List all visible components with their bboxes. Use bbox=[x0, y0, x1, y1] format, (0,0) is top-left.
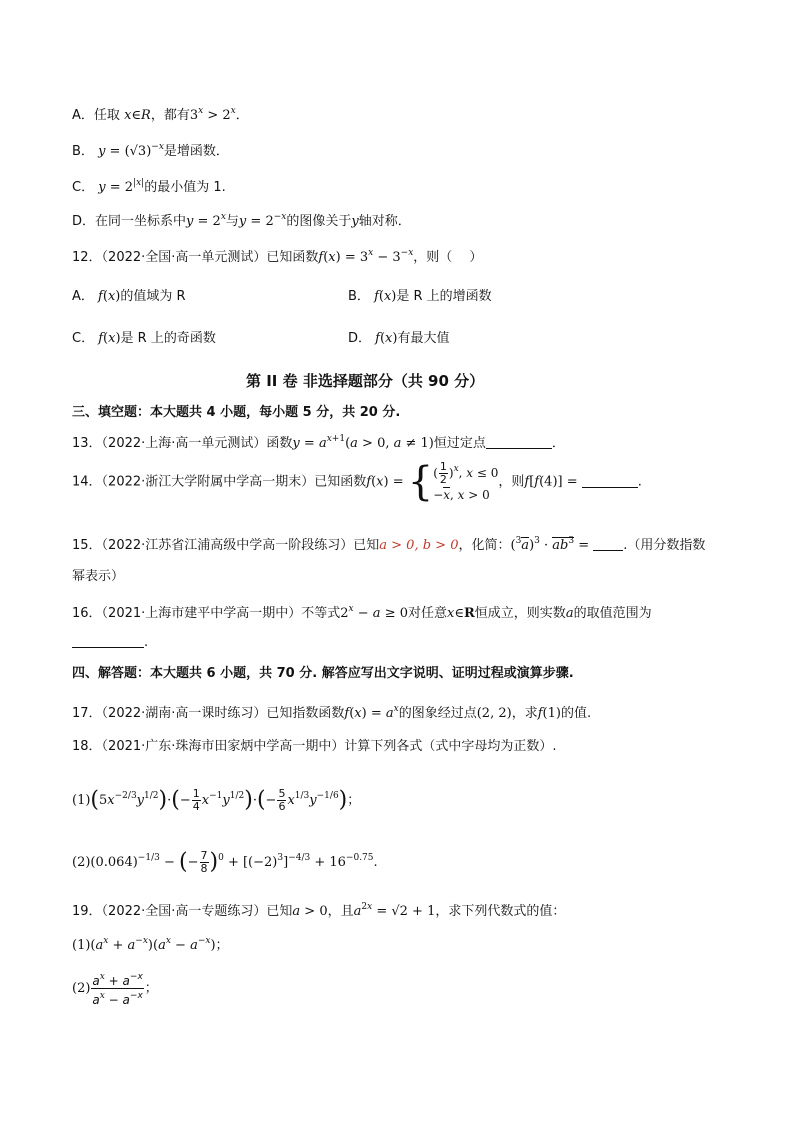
q14: 14．（2022·浙江大学附属中学高一期末）已知函数f(x) = {( $\frac{1}{2}$ )$^x$, x ≤ 0 −x, x > 0，则f[f(4)] = . bbox=[72, 459, 642, 505]
q18-part2: $(2)(0.064)^{-1/3}$ − (− $\frac{7}{8}$ )$^0 + [(-2)^3]^{-4/3} + 16^{-0.75}$. bbox=[72, 849, 378, 875]
q19-stem: 19．（2022·全国·高一专题练习）已知a > 0，且$a^{2x} = √2 + 1$，求下列代数式的值： bbox=[72, 902, 566, 919]
answer-blank[interactable] bbox=[486, 436, 552, 449]
option-label: D． bbox=[72, 214, 96, 229]
part2-title: 第 II 卷 非选择题部分（共 90 分） bbox=[246, 372, 485, 390]
q13: 13．（2022·上海·高一单元测试）函数$y = a^{x+1}(a > 0$, a ≠ 1)恒过定点 ． bbox=[72, 434, 565, 451]
option-label: C． bbox=[72, 180, 95, 195]
q12-stem: 12．（2022·全国·高一单元测试）已知函数$f(x) = 3^x - 3^{-x}$，则（ ） bbox=[72, 248, 483, 265]
q18-part1: $(1)(5x^{-2/3}y^{1/2})\cdot(-$ $\frac{1}{4}$ $x^{-1}y^{1/2})\cdot(-$ $\frac{5}{6}$ $x^{1/3}y^{-1/6}$)； bbox=[72, 787, 361, 813]
answer-blank[interactable] bbox=[593, 538, 623, 551]
q11-option-b: B． $y = (√3)^{-x}$是增函数． bbox=[72, 142, 229, 159]
option-label: B． bbox=[72, 144, 94, 159]
q12-option-c: C． f(x)是 R 上的奇函数 bbox=[72, 331, 216, 346]
q16: 16．（2021·上海市建平中学高一期中）不等式$2^x - a \ge 0$对任意x∈R恒成立，则实数a的取值范围为 bbox=[72, 604, 652, 621]
q15: 15．（2022·江苏省江浦高级中学高一阶段练习）已知a > 0, b > 0，化简：$(^3a)^3 \cdot ab^3$ = .（用分数指数 bbox=[72, 536, 706, 553]
q17: 17．（2022·湖南·高一课时练习）已知指数函数$f(x) = a^x$的图象经过点(2, 2)，求f(1)的值. bbox=[72, 704, 592, 721]
q18-stem: 18．（2021·广东·珠海市田家炳中学高一期中）计算下列各式（式中字母均为正数）. bbox=[72, 739, 557, 754]
option-label: A． bbox=[72, 108, 94, 123]
section3-heading: 三、填空题：本大题共 4 小题，每小题 5 分，共 20 分. bbox=[72, 405, 401, 420]
answer-blank[interactable] bbox=[582, 475, 638, 488]
q12-option-b: B． f(x)是 R 上的增函数 bbox=[348, 289, 492, 304]
q11-option-a: A．任取 x∈R，都有$3^x > 2^x$． bbox=[72, 106, 249, 123]
q15-line2: 幂表示） bbox=[72, 569, 125, 584]
q11-option-d: D．在同一坐标系中$y = 2^x$与$y = 2^{-x}$的图像关于y轴对称． bbox=[72, 212, 411, 229]
q16-line2: . bbox=[72, 634, 148, 652]
option-label: C． bbox=[72, 331, 95, 346]
option-label: D． bbox=[348, 331, 372, 346]
q19-part2: (2) $\frac{a^x + a^{-x}}{a^x - a^{-x}}$ ； bbox=[72, 972, 158, 1007]
q11-option-c: C． $y = 2^{|x|}$的最小值为 1. bbox=[72, 178, 226, 195]
q19-part1: $(1)(a^x + a^{-x})(a^x - a^{-x})$； bbox=[72, 936, 229, 953]
option-label: A． bbox=[72, 289, 94, 304]
option-label: B． bbox=[348, 289, 370, 304]
q12-option-d: D． f(x)有最大值 bbox=[348, 331, 450, 346]
q12-option-a: A． f(x)的值域为 R bbox=[72, 289, 186, 304]
answer-blank[interactable] bbox=[72, 635, 144, 648]
section4-heading: 四、解答题：本大题共 6 小题，共 70 分. 解答应写出文字说明、证明过程或演算步骤. bbox=[72, 666, 574, 681]
